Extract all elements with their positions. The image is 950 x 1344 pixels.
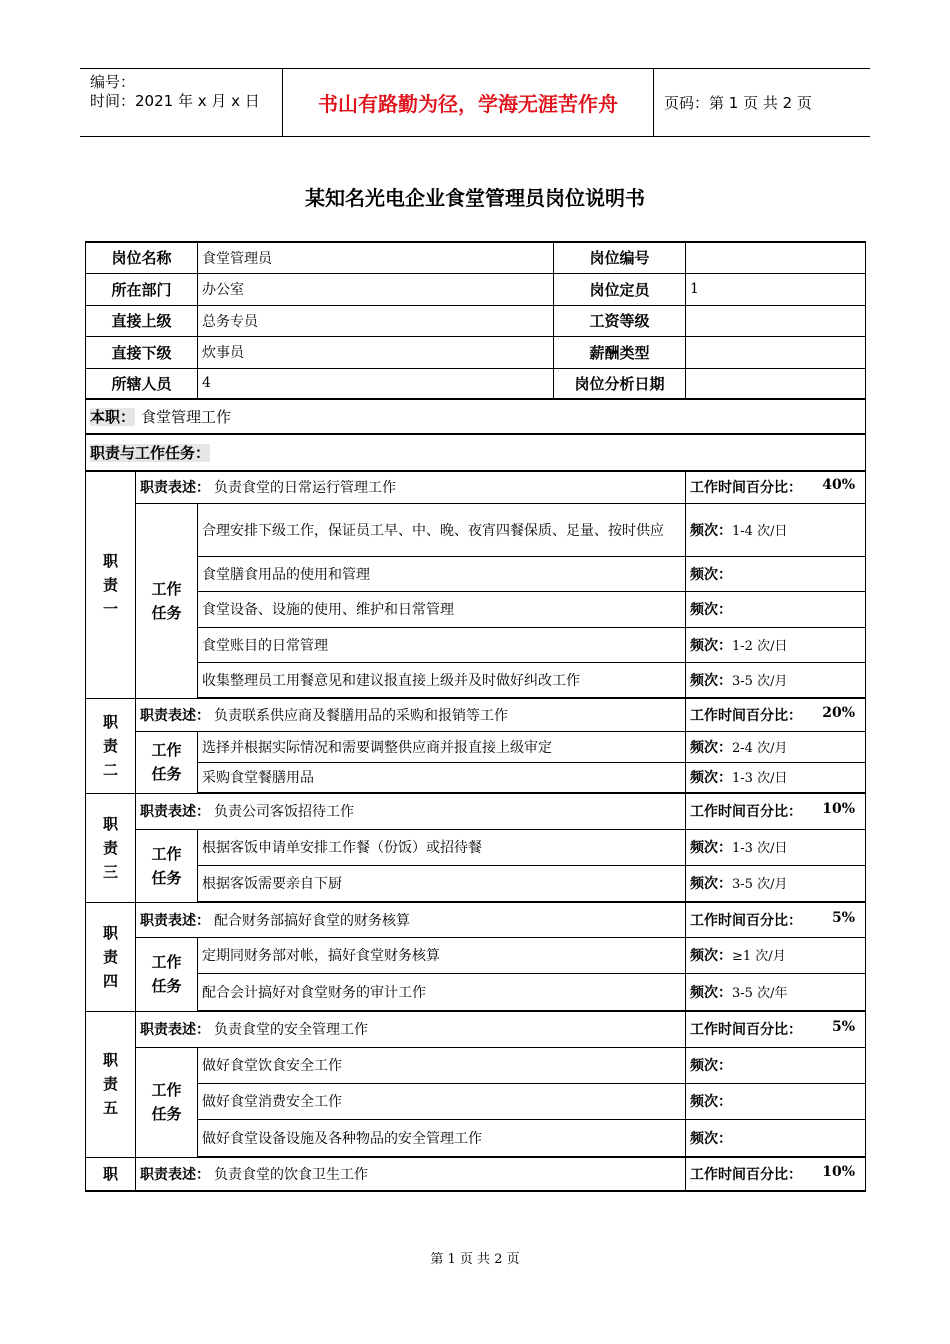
page-header	[80, 68, 870, 137]
responsibility-heading	[86, 793, 136, 902]
responsibility-desc-row	[86, 902, 866, 937]
time-percent-cell	[686, 698, 866, 731]
responsibility-desc: 负责食堂的日常运行管理工作	[214, 480, 396, 497]
header-page-info: 页码：第 1 页 共 2 页	[664, 94, 812, 112]
responsibility-heading-char: 职	[102, 1051, 118, 1069]
task-row	[86, 1083, 866, 1119]
frequency-cell	[686, 1119, 866, 1157]
frequency-label: 频次：	[690, 637, 733, 654]
header-motto: 书山有路勤为径，学海无涯苦作舟	[282, 69, 654, 136]
responsibility-heading-char: 责	[102, 736, 118, 755]
desc-label: 职责表述：	[140, 804, 210, 821]
responsibility-desc: 负责联系供应商及餐膳用品的采购和报销等工作	[214, 707, 508, 724]
frequency-cell	[686, 662, 866, 698]
task-text: 配合会计搞好对食堂财务的审计工作	[198, 973, 686, 1011]
time-percent-cell	[686, 471, 866, 503]
responsibility-desc-row	[86, 471, 866, 503]
info-value: 食堂管理员	[198, 242, 554, 273]
frequency-label: 频次：	[690, 602, 733, 618]
frequency-value: 3-5 次/月	[732, 877, 788, 893]
frequency-value: 1-4 次/日	[732, 523, 788, 539]
info-label: 所辖人员	[86, 368, 198, 399]
work-task-label-line: 任务	[151, 603, 182, 622]
document-date: 时间：2021 年 x 月 x 日	[90, 92, 260, 110]
time-percent-label: 工作时间百分比：	[690, 804, 803, 821]
task-row	[86, 865, 866, 902]
info-row	[86, 305, 866, 336]
duty-value: 食堂管理工作	[141, 408, 232, 426]
frequency-label: 频次：	[690, 672, 733, 689]
task-text: 食堂设备、设施的使用、维护和日常管理	[198, 591, 686, 627]
responsibility-desc-cell	[136, 1157, 686, 1191]
info-label: 岗位编号	[554, 242, 686, 273]
frequency-cell	[686, 973, 866, 1011]
responsibility-heading-char: 职	[102, 923, 118, 942]
time-percent-value: 40%	[822, 477, 856, 494]
frequency-label: 频次：	[690, 1130, 733, 1147]
responsibility-heading	[86, 1011, 136, 1157]
responsibility-desc-cell	[136, 698, 686, 731]
document-number-label: 编号：	[90, 73, 136, 91]
info-value: 总务专员	[198, 305, 554, 336]
time-percent-label: 工作时间百分比：	[690, 480, 803, 497]
task-row	[86, 556, 866, 591]
responsibility-heading-char: 职	[102, 814, 118, 833]
frequency-cell	[686, 591, 866, 627]
frequency-value: 2-4 次/月	[732, 740, 788, 756]
frequency-cell	[686, 762, 866, 793]
responsibility-heading-char: 责	[102, 1075, 118, 1093]
work-task-label	[136, 829, 198, 902]
desc-label: 职责表述：	[140, 1167, 210, 1183]
work-task-label	[136, 503, 198, 698]
info-label: 岗位定员	[554, 273, 686, 305]
responsibility-desc-cell	[136, 471, 686, 503]
frequency-value: 1-2 次/日	[732, 638, 788, 654]
work-task-label-line: 工作	[151, 579, 182, 598]
desc-label: 职责表述：	[140, 912, 210, 929]
info-value: 办公室	[198, 273, 554, 305]
responsibility-desc: 配合财务部搞好食堂的财务核算	[214, 912, 410, 929]
responsibility-desc-cell	[136, 902, 686, 937]
info-row	[86, 368, 866, 399]
frequency-value: ≥1 次/月	[732, 949, 786, 964]
info-value: 炊事员	[198, 336, 554, 368]
job-description-table	[85, 241, 866, 1192]
task-text: 采购食堂餐膳用品	[198, 762, 686, 793]
frequency-cell	[686, 829, 866, 865]
info-label: 岗位名称	[86, 242, 198, 273]
task-text: 定期同财务部对帐，搞好食堂财务核算	[198, 937, 686, 973]
task-row	[86, 662, 866, 698]
info-value: 4	[198, 368, 554, 399]
responsibility-heading-char: 一	[102, 599, 118, 618]
work-task-label-line: 工作	[151, 844, 182, 863]
task-text: 根据客饭申请单安排工作餐（份饭）或招待餐	[198, 829, 686, 865]
frequency-cell	[686, 503, 866, 556]
time-percent-value: 20%	[822, 704, 856, 721]
responsibility-heading-char: 责	[102, 947, 118, 966]
task-row	[86, 762, 866, 793]
time-percent-label: 工作时间百分比：	[690, 912, 803, 929]
frequency-value: 1-3 次/日	[732, 771, 788, 787]
info-label: 薪酬类型	[554, 336, 686, 368]
work-task-label-line: 工作	[151, 1081, 182, 1099]
frequency-label: 频次：	[690, 522, 733, 539]
responsibility-heading-char: 职	[102, 551, 118, 570]
responsibility-desc-cell	[136, 1011, 686, 1047]
task-text: 食堂账目的日常管理	[198, 627, 686, 662]
info-label: 所在部门	[86, 273, 198, 305]
frequency-cell	[686, 731, 866, 762]
responsibility-desc-row	[86, 1011, 866, 1047]
info-value	[686, 242, 866, 273]
info-row	[86, 273, 866, 305]
time-percent-cell	[686, 902, 866, 937]
tasks-header-cell	[86, 434, 866, 471]
time-percent-cell	[686, 1157, 866, 1191]
responsibility-heading-char: 责	[102, 575, 118, 594]
desc-label: 职责表述：	[140, 707, 210, 724]
info-value	[686, 305, 866, 336]
task-row	[86, 1119, 866, 1157]
task-text: 做好食堂饮食安全工作	[198, 1047, 686, 1083]
responsibility-heading-char: 二	[102, 760, 118, 779]
work-task-label	[136, 731, 198, 793]
tasks-header-row	[86, 434, 866, 471]
responsibility-desc-row	[86, 793, 866, 829]
responsibility-heading	[86, 698, 136, 793]
work-task-label-line: 工作	[151, 953, 182, 971]
frequency-label: 频次：	[690, 876, 733, 893]
responsibility-desc-cell	[136, 793, 686, 829]
info-value	[686, 368, 866, 399]
responsibility-heading	[86, 471, 136, 698]
task-text: 做好食堂设备设施及各种物品的安全管理工作	[198, 1119, 686, 1157]
frequency-label: 频次：	[690, 566, 733, 583]
responsibility-desc-row	[86, 698, 866, 731]
responsibility-heading-char: 四	[102, 971, 118, 990]
desc-label: 职责表述：	[140, 480, 210, 497]
info-row	[86, 242, 866, 273]
responsibility-desc: 负责公司客饭招待工作	[214, 804, 354, 821]
time-percent-value: 10%	[822, 801, 856, 818]
task-text: 选择并根据实际情况和需要调整供应商并报直接上级审定	[198, 731, 686, 762]
duty-row	[86, 399, 866, 434]
task-row	[86, 591, 866, 627]
header-meta	[80, 69, 282, 136]
frequency-label: 频次：	[690, 1058, 733, 1074]
frequency-value: 3-5 次/年	[732, 985, 788, 1001]
info-label: 工资等级	[554, 305, 686, 336]
task-row	[86, 627, 866, 662]
time-percent-label: 工作时间百分比：	[690, 707, 803, 724]
time-percent-cell	[686, 793, 866, 829]
task-row	[86, 503, 866, 556]
work-task-label	[136, 1047, 198, 1157]
frequency-cell	[686, 1047, 866, 1083]
time-percent-value: 5%	[831, 1019, 856, 1036]
info-value: 1	[686, 273, 866, 305]
frequency-value: 3-5 次/月	[732, 673, 788, 689]
frequency-label: 频次：	[690, 739, 733, 756]
responsibility-heading-char: 五	[102, 1099, 118, 1117]
frequency-cell	[686, 937, 866, 973]
responsibility-desc: 负责食堂的饮食卫生工作	[214, 1167, 368, 1183]
responsibility-heading	[86, 1157, 136, 1191]
frequency-label: 频次：	[690, 948, 733, 964]
info-label: 直接上级	[86, 305, 198, 336]
frequency-cell	[686, 865, 866, 902]
info-label: 岗位分析日期	[554, 368, 686, 399]
work-task-label-line: 任务	[151, 1105, 182, 1123]
task-text: 做好食堂消费安全工作	[198, 1083, 686, 1119]
responsibility-desc-row	[86, 1157, 866, 1191]
task-row	[86, 973, 866, 1011]
info-row	[86, 336, 866, 368]
page-footer: 第 1 页 共 2 页	[430, 1252, 520, 1267]
frequency-label: 频次：	[690, 770, 733, 787]
task-row	[86, 1047, 866, 1083]
frequency-label: 频次：	[690, 984, 733, 1001]
task-text: 合理安排下级工作，保证员工早、中、晚、夜宵四餐保质、足量、按时供应	[198, 503, 686, 556]
time-percent-label: 工作时间百分比：	[690, 1167, 803, 1183]
frequency-value: 1-3 次/日	[732, 841, 788, 856]
responsibility-heading-char: 责	[102, 838, 118, 857]
frequency-label: 频次：	[690, 840, 733, 856]
frequency-cell	[686, 627, 866, 662]
task-text: 根据客饭需要亲自下厨	[198, 865, 686, 902]
info-label: 直接下级	[86, 336, 198, 368]
duty-label: 本职：	[90, 408, 136, 426]
time-percent-value: 10%	[822, 1164, 856, 1180]
frequency-cell	[686, 556, 866, 591]
responsibility-heading-char: 三	[102, 862, 118, 881]
work-task-label-line: 任务	[151, 977, 182, 995]
task-text: 收集整理员工用餐意见和建议报直接上级并及时做好纠改工作	[198, 662, 686, 698]
frequency-label: 频次：	[690, 1094, 733, 1110]
work-task-label-line: 任务	[151, 765, 182, 783]
document-title: 某知名光电企业食堂管理员岗位说明书	[305, 186, 645, 210]
task-text: 食堂膳食用品的使用和管理	[198, 556, 686, 591]
info-value	[686, 336, 866, 368]
desc-label: 职责表述：	[140, 1022, 210, 1039]
responsibility-heading	[86, 902, 136, 1011]
time-percent-label: 工作时间百分比：	[690, 1022, 803, 1039]
responsibility-desc: 负责食堂的安全管理工作	[214, 1022, 368, 1039]
task-row	[86, 731, 866, 762]
work-task-label-line: 工作	[151, 741, 182, 759]
responsibility-heading-char: 职	[102, 1164, 118, 1183]
time-percent-cell	[686, 1011, 866, 1047]
duty-cell	[86, 399, 866, 434]
task-row	[86, 937, 866, 973]
task-row	[86, 829, 866, 865]
tasks-header: 职责与工作任务：	[90, 444, 211, 462]
frequency-cell	[686, 1083, 866, 1119]
work-task-label	[136, 937, 198, 1011]
time-percent-value: 5%	[831, 909, 856, 926]
responsibility-heading-char: 职	[102, 712, 118, 731]
work-task-label-line: 任务	[151, 868, 182, 887]
